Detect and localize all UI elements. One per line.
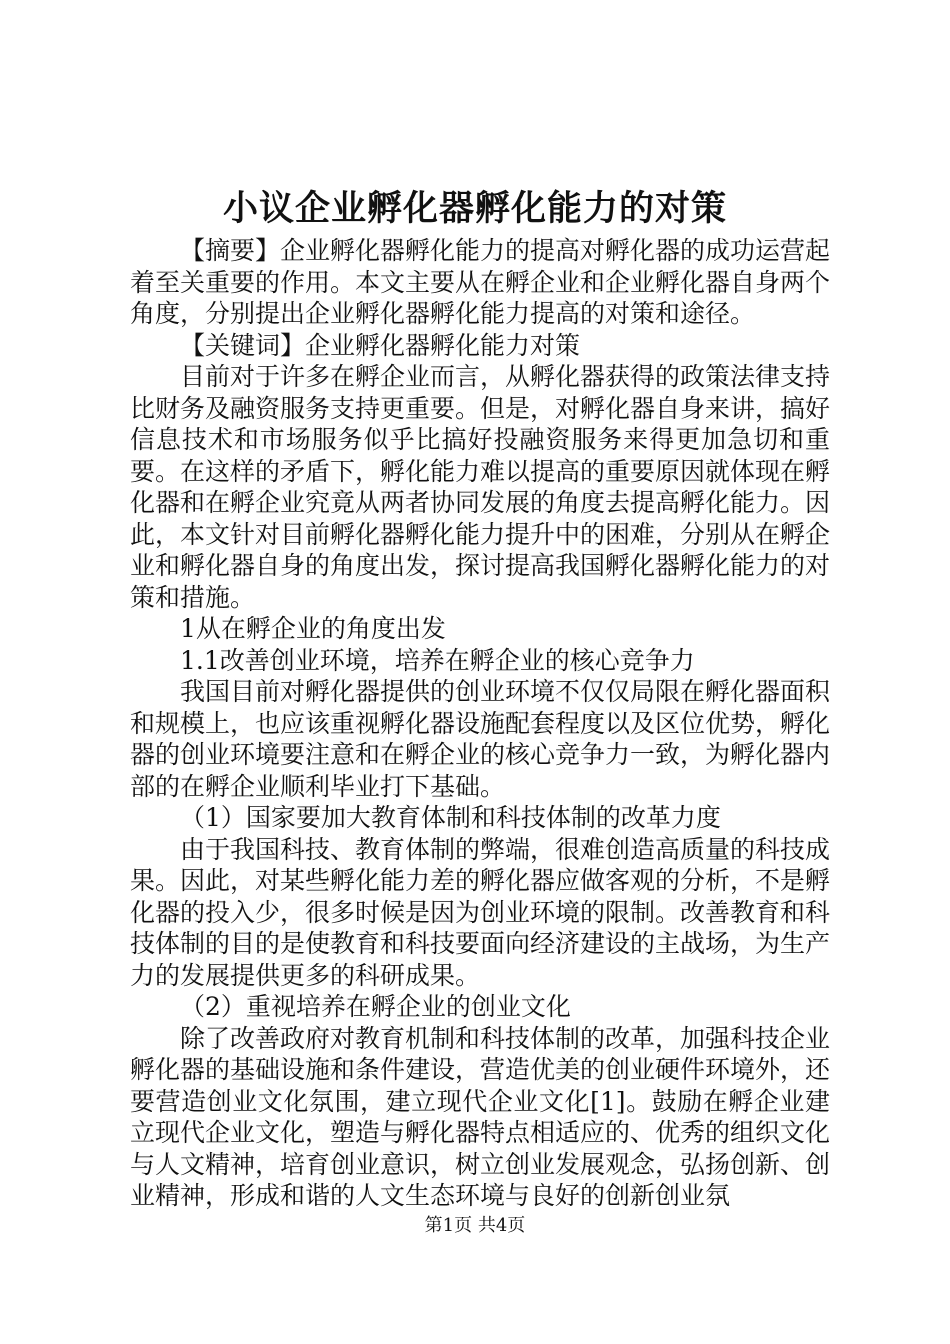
body-paragraph: 我国目前对孵化器提供的创业环境不仅仅局限在孵化器面积和规模上，也应该重视孵化器设施配套程度以及区位优势，孵化器的创业环境要注意和在孵企业的核心竞争力一致，为孵化器内部的在孵企业顺利毕业打下基础。 (130, 677, 831, 801)
abstract-paragraph: 【摘要】企业孵化器孵化能力的提高对孵化器的成功运营起着至关重要的作用。本文主要从在孵企业和企业孵化器自身两个角度，分别提出企业孵化器孵化能力提高的对策和途径。 (130, 236, 831, 328)
page-title: 小议企业孵化器孵化能力的对策 (222, 188, 727, 229)
subsection-heading: 1.1改善创业环境，培养在孵企业的核心竞争力 (180, 645, 695, 675)
body-paragraph: 由于我国科技、教育体制的弊端，很难创造高质量的科技成果。因此，对某些孵化能力差的孵化器应做客观的分析，不是孵化器的投入少，很多时候是因为创业环境的限制。改善教育和科技体制的目的是使教育和科技要面向经济建设的主战场，为生产力的发展提供更多的科研成果。 (130, 834, 831, 990)
document-body (130, 235, 830, 1212)
page-footer: 第1页 共4页 (424, 1215, 526, 1236)
list-heading: （2）重视培养在孵企业的创业文化 (180, 992, 571, 1021)
body-paragraph: 目前对于许多在孵企业而言，从孵化器获得的政策法律支持比财务及融资服务支持更重要。但是，对孵化器自身来讲，搞好信息技术和市场服务似乎比搞好投融资服务来得更加急切和重要。在这样的矛盾下，孵化能力难以提高的重要原因就体现在孵化器和在孵企业究竟从两者协同发展的角度去提高孵化能力。因此，本文针对目前孵化器孵化能力提升中的困难，分别从在孵企业和孵化器自身的角度出发，探讨提高我国孵化器孵化能力的对策和措施。 (130, 362, 831, 612)
keywords-paragraph: 【关键词】企业孵化器孵化能力对策 (180, 330, 581, 360)
list-heading: （1）国家要加大教育体制和科技体制的改革力度 (180, 803, 721, 832)
body-paragraph: 除了改善政府对教育机制和科技体制的改革，加强科技企业孵化器的基础设施和条件建设，营造优美的创业硬件环境外，还要营造创业文化氛围，建立现代企业文化[1]。鼓励在孵企业建立现代企业文化，塑造与孵化器特点相适应的、优秀的组织文化与人文精神，培育创业意识，树立创业发展观念，弘扬创新、创业精神，形成和谐的人文生态环境与良好的创新创业氛 (130, 1023, 831, 1210)
section-heading: 1从在孵企业的角度出发 (180, 614, 446, 643)
